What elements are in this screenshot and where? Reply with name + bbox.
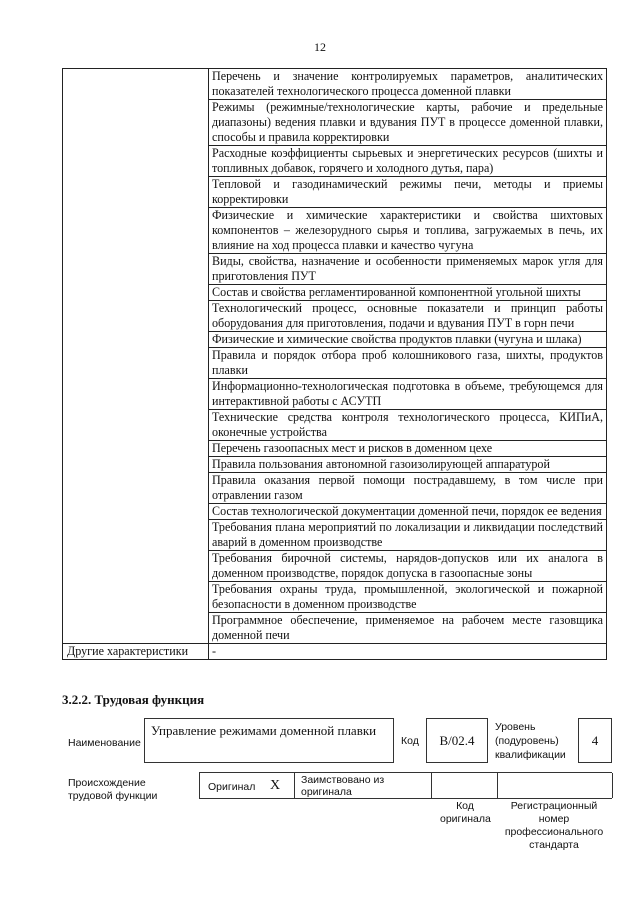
requirement-item: Технологический процесс, основные показатели и принцип работы оборудования для приготовления, подачи и вдувания ПУТ в горн печи bbox=[209, 301, 607, 332]
page-number: 12 bbox=[314, 40, 326, 54]
original-cell bbox=[200, 773, 295, 798]
table-row bbox=[63, 69, 607, 100]
requirement-item: Технические средства контроля технологического процесса, КИПиА, оконечные устройства bbox=[209, 410, 607, 441]
other-characteristics-value: - bbox=[209, 644, 607, 660]
borrowed-label: Заимствовано из оригинала bbox=[301, 774, 385, 798]
level-label: Уровень (подуровень) квалификации bbox=[495, 721, 566, 761]
kod-original-label: Код оригинала bbox=[440, 800, 491, 825]
kod-original-cell bbox=[432, 773, 498, 798]
level-box: 4 bbox=[578, 718, 612, 763]
requirement-item: Состав технологической документации доменной печи, порядок ее ведения bbox=[209, 504, 607, 520]
requirement-item: Правила и порядок отбора проб колошникового газа, шихты, продуктов плавки bbox=[209, 348, 607, 379]
requirement-item: Перечень и значение контролируемых параметров, аналитических показателей технологического процесса доменной плавки bbox=[209, 69, 607, 100]
requirement-item: Виды, свойства, назначение и особенности применяемых марок угля для приготовления ПУТ bbox=[209, 254, 607, 285]
requirement-item: Физические и химические свойства продуктов плавки (чугуна и шлака) bbox=[209, 332, 607, 348]
knowledge-label-cell bbox=[63, 69, 209, 644]
reg-number-cell bbox=[498, 773, 613, 798]
name-label: Наименование bbox=[68, 737, 141, 749]
original-label: Оригинал bbox=[208, 781, 256, 793]
requirement-item: Требования бирочной системы, нарядов-допусков или их аналога в доменном производстве, порядок допуска в газоопасные зоны bbox=[209, 551, 607, 582]
requirement-item: Программное обеспечение, применяемое на рабочем месте газовщика доменной печи bbox=[209, 613, 607, 644]
requirement-item: Состав и свойства регламентированной компонентной угольной шихты bbox=[209, 285, 607, 301]
requirement-item: Расходные коэффициенты сырьевых и энергетических ресурсов (шихты и топливных добавок, горячего и холодного дутья, пара) bbox=[209, 146, 607, 177]
reg-number-label: Регистрационный номер профессионального стандарта bbox=[504, 800, 604, 851]
section-title: 3.2.2. Трудовая функция bbox=[62, 692, 205, 707]
requirement-item: Требования охраны труда, промышленной, экологической и пожарной безопасности в доменном производстве bbox=[209, 582, 607, 613]
origin-label: Происхождение трудовой функции bbox=[68, 777, 158, 802]
requirement-item: Тепловой и газодинамический режимы печи, методы и приемы корректировки bbox=[209, 177, 607, 208]
function-name-box: Управление режимами доменной плавки bbox=[144, 718, 394, 763]
kod-label: Код bbox=[401, 735, 419, 747]
requirement-item: Режимы (режимные/технологические карты, рабочие и предельные диапазоны) ведения плавки и вдувания ПУТ в процессе доменной плавки, способы и правила корректировки bbox=[209, 100, 607, 146]
kod-box: B/02.4 bbox=[426, 718, 488, 763]
other-characteristics-label: Другие характеристики bbox=[63, 644, 209, 660]
requirement-item: Информационно-технологическая подготовка в объеме, требующемся для интерактивной работы с АСУТП bbox=[209, 379, 607, 410]
other-characteristics-row bbox=[63, 644, 607, 660]
requirement-item: Перечень газоопасных мест и рисков в доменном цехе bbox=[209, 441, 607, 457]
borrowed-cell bbox=[295, 773, 432, 798]
requirement-item: Правила оказания первой помощи пострадавшему, в том числе при отравлении газом bbox=[209, 473, 607, 504]
origin-row bbox=[199, 772, 612, 799]
original-mark: X bbox=[270, 778, 281, 793]
requirement-item: Правила пользования автономной газоизолирующей аппаратурой bbox=[209, 457, 607, 473]
requirement-item: Физические и химические характеристики и свойства шихтовых компонентов – железорудного сырья и топлива, загружаемых в печь, их влияние на ход процесса плавки и качество чугуна bbox=[209, 208, 607, 254]
requirement-item: Требования плана мероприятий по локализации и ликвидации последствий аварий в доменном производстве bbox=[209, 520, 607, 551]
requirements-table bbox=[62, 68, 607, 660]
